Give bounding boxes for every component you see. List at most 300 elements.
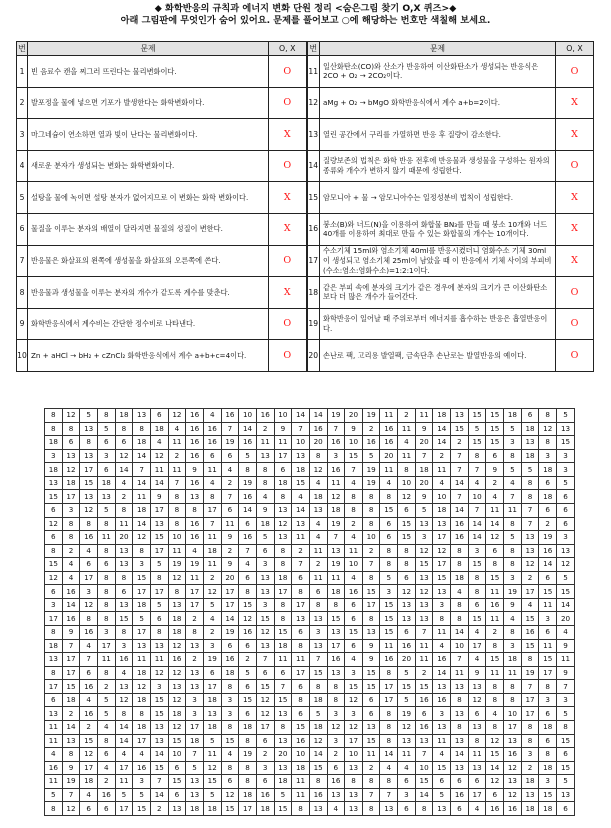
grid-cell[interactable]: 13 — [468, 720, 486, 734]
grid-cell[interactable]: 8 — [451, 720, 469, 734]
grid-cell[interactable]: 13 — [186, 490, 204, 504]
grid-cell[interactable]: 12 — [486, 734, 504, 748]
grid-cell[interactable]: 8 — [221, 720, 239, 734]
grid-cell[interactable]: 5 — [398, 666, 416, 680]
grid-cell[interactable]: 13 — [45, 653, 63, 667]
grid-cell[interactable]: 6 — [274, 463, 292, 477]
grid-cell[interactable]: 8 — [133, 707, 151, 721]
grid-cell[interactable]: 13 — [274, 734, 292, 748]
grid-cell[interactable]: 19 — [398, 707, 416, 721]
grid-cell[interactable]: 13 — [327, 788, 345, 802]
grid-cell[interactable]: 13 — [274, 531, 292, 545]
grid-cell[interactable]: 2 — [203, 571, 221, 585]
grid-cell[interactable]: 6 — [539, 571, 557, 585]
grid-cell[interactable]: 6 — [309, 585, 327, 599]
grid-cell[interactable]: 4 — [451, 585, 469, 599]
grid-cell[interactable]: 11 — [97, 531, 115, 545]
grid-cell[interactable]: 14 — [415, 788, 433, 802]
grid-cell[interactable]: 3 — [133, 775, 151, 789]
grid-cell[interactable]: 18 — [433, 409, 451, 423]
grid-cell[interactable]: 18 — [256, 517, 274, 531]
grid-cell[interactable]: 13 — [274, 707, 292, 721]
grid-cell[interactable]: 15 — [521, 612, 539, 626]
grid-cell[interactable]: 17 — [80, 463, 98, 477]
grid-cell[interactable]: 7 — [468, 463, 486, 477]
grid-cell[interactable]: 6 — [486, 544, 504, 558]
grid-cell[interactable]: 16 — [133, 761, 151, 775]
grid-cell[interactable]: 6 — [256, 734, 274, 748]
grid-cell[interactable]: 16 — [239, 626, 257, 640]
grid-cell[interactable]: 17 — [150, 585, 168, 599]
grid-cell[interactable]: 17 — [203, 503, 221, 517]
grid-cell[interactable]: 13 — [133, 639, 151, 653]
grid-cell[interactable]: 3 — [521, 748, 539, 762]
grid-cell[interactable]: 11 — [486, 612, 504, 626]
grid-cell[interactable]: 15 — [345, 680, 363, 694]
grid-cell[interactable]: 8 — [345, 775, 363, 789]
grid-cell[interactable]: 15 — [239, 693, 257, 707]
grid-cell[interactable]: 5 — [239, 666, 257, 680]
grid-cell[interactable]: 6 — [398, 802, 416, 816]
grid-cell[interactable]: 5 — [115, 788, 133, 802]
grid-cell[interactable]: 18 — [186, 734, 204, 748]
grid-cell[interactable]: 17 — [539, 666, 557, 680]
grid-cell[interactable]: 13 — [80, 449, 98, 463]
grid-cell[interactable]: 16 — [186, 436, 204, 450]
grid-cell[interactable]: 15 — [115, 612, 133, 626]
grid-cell[interactable]: 8 — [398, 463, 416, 477]
grid-cell[interactable]: 8 — [274, 612, 292, 626]
grid-cell[interactable]: 8 — [115, 571, 133, 585]
grid-cell[interactable]: 6 — [539, 626, 557, 640]
grid-cell[interactable]: 11 — [115, 775, 133, 789]
grid-cell[interactable]: 6 — [221, 503, 239, 517]
grid-cell[interactable]: 7 — [362, 788, 380, 802]
grid-cell[interactable]: 6 — [521, 409, 539, 423]
grid-cell[interactable]: 15 — [309, 666, 327, 680]
grid-cell[interactable]: 7 — [327, 531, 345, 545]
grid-cell[interactable]: 12 — [133, 531, 151, 545]
grid-cell[interactable]: 18 — [45, 463, 63, 477]
grid-cell[interactable]: 14 — [433, 666, 451, 680]
grid-cell[interactable]: 18 — [274, 775, 292, 789]
grid-cell[interactable]: 8 — [45, 422, 63, 436]
grid-cell[interactable]: 15 — [521, 639, 539, 653]
grid-cell[interactable]: 4 — [97, 720, 115, 734]
grid-cell[interactable]: 15 — [398, 680, 416, 694]
grid-cell[interactable]: 8 — [292, 802, 310, 816]
grid-cell[interactable]: 2 — [80, 720, 98, 734]
grid-cell[interactable]: 16 — [415, 693, 433, 707]
grid-cell[interactable]: 13 — [115, 598, 133, 612]
grid-cell[interactable]: 15 — [133, 571, 151, 585]
grid-cell[interactable]: 8 — [504, 449, 522, 463]
grid-cell[interactable]: 3 — [256, 598, 274, 612]
grid-cell[interactable]: 3 — [380, 585, 398, 599]
grid-cell[interactable]: 4 — [168, 422, 186, 436]
grid-cell[interactable]: 6 — [292, 571, 310, 585]
grid-cell[interactable]: 6 — [539, 734, 557, 748]
grid-cell[interactable]: 14 — [451, 748, 469, 762]
grid-cell[interactable]: 16 — [186, 449, 204, 463]
grid-cell[interactable]: 11 — [45, 734, 63, 748]
grid-cell[interactable]: 8 — [362, 802, 380, 816]
grid-cell[interactable]: 8 — [451, 612, 469, 626]
grid-cell[interactable]: 18 — [539, 490, 557, 504]
grid-cell[interactable]: 13 — [80, 490, 98, 504]
grid-cell[interactable]: 3 — [504, 436, 522, 450]
grid-cell[interactable]: 12 — [150, 666, 168, 680]
grid-cell[interactable]: 3 — [221, 707, 239, 721]
grid-cell[interactable]: 7 — [62, 788, 80, 802]
grid-cell[interactable]: 18 — [239, 720, 257, 734]
grid-cell[interactable]: 4 — [398, 436, 416, 450]
grid-cell[interactable]: 8 — [274, 598, 292, 612]
grid-cell[interactable]: 11 — [539, 598, 557, 612]
grid-cell[interactable]: 8 — [521, 720, 539, 734]
grid-cell[interactable]: 17 — [186, 585, 204, 599]
grid-cell[interactable]: 4 — [203, 409, 221, 423]
grid-cell[interactable]: 16 — [380, 436, 398, 450]
grid-cell[interactable]: 3 — [203, 639, 221, 653]
grid-cell[interactable]: 8 — [486, 680, 504, 694]
grid-cell[interactable]: 17 — [521, 693, 539, 707]
grid-cell[interactable]: 8 — [539, 436, 557, 450]
grid-cell[interactable]: 14 — [309, 748, 327, 762]
grid-cell[interactable]: 12 — [256, 693, 274, 707]
grid-cell[interactable]: 2 — [539, 517, 557, 531]
grid-cell[interactable]: 4 — [486, 490, 504, 504]
grid-cell[interactable]: 4 — [345, 653, 363, 667]
grid-cell[interactable]: 8 — [186, 503, 204, 517]
grid-cell[interactable]: 13 — [451, 761, 469, 775]
grid-cell[interactable]: 13 — [115, 544, 133, 558]
grid-cell[interactable]: 4 — [80, 639, 98, 653]
grid-cell[interactable]: 16 — [239, 436, 257, 450]
grid-cell[interactable]: 8 — [150, 571, 168, 585]
grid-cell[interactable]: 4 — [380, 476, 398, 490]
grid-cell[interactable]: 18 — [292, 463, 310, 477]
grid-cell[interactable]: 12 — [345, 693, 363, 707]
grid-cell[interactable]: 19 — [327, 558, 345, 572]
grid-cell[interactable]: 15 — [468, 612, 486, 626]
grid-cell[interactable]: 13 — [45, 476, 63, 490]
grid-cell[interactable]: 13 — [186, 680, 204, 694]
grid-cell[interactable]: 13 — [451, 680, 469, 694]
grid-cell[interactable]: 5 — [274, 788, 292, 802]
grid-cell[interactable]: 17 — [115, 802, 133, 816]
grid-cell[interactable]: 7 — [521, 680, 539, 694]
grid-cell[interactable]: 17 — [239, 802, 257, 816]
grid-cell[interactable]: 8 — [45, 409, 63, 423]
grid-cell[interactable]: 8 — [221, 680, 239, 694]
grid-cell[interactable]: 11 — [504, 666, 522, 680]
grid-cell[interactable]: 2 — [362, 761, 380, 775]
grid-cell[interactable]: 8 — [504, 544, 522, 558]
grid-cell[interactable]: 18 — [539, 761, 557, 775]
grid-cell[interactable]: 8 — [62, 531, 80, 545]
grid-cell[interactable]: 9 — [186, 463, 204, 477]
grid-cell[interactable]: 3 — [45, 449, 63, 463]
grid-cell[interactable]: 19 — [239, 748, 257, 762]
grid-cell[interactable]: 14 — [239, 422, 257, 436]
grid-cell[interactable]: 7 — [557, 680, 575, 694]
grid-cell[interactable]: 11 — [221, 517, 239, 531]
grid-cell[interactable]: 8 — [133, 422, 151, 436]
grid-cell[interactable]: 8 — [380, 490, 398, 504]
grid-cell[interactable]: 2 — [186, 653, 204, 667]
grid-cell[interactable]: 11 — [203, 463, 221, 477]
grid-cell[interactable]: 18 — [150, 422, 168, 436]
grid-cell[interactable]: 11 — [97, 653, 115, 667]
grid-cell[interactable]: 13 — [521, 531, 539, 545]
grid-cell[interactable]: 6 — [45, 585, 63, 599]
grid-cell[interactable]: 6 — [97, 802, 115, 816]
grid-cell[interactable]: 15 — [486, 571, 504, 585]
grid-cell[interactable]: 4 — [203, 612, 221, 626]
grid-cell[interactable]: 13 — [345, 788, 363, 802]
grid-cell[interactable]: 2 — [451, 436, 469, 450]
grid-cell[interactable]: 12 — [45, 571, 63, 585]
grid-cell[interactable]: 8 — [97, 598, 115, 612]
grid-cell[interactable]: 13 — [433, 680, 451, 694]
grid-cell[interactable]: 13 — [433, 517, 451, 531]
grid-cell[interactable]: 8 — [203, 490, 221, 504]
grid-cell[interactable]: 4 — [221, 748, 239, 762]
grid-cell[interactable]: 8 — [521, 490, 539, 504]
grid-cell[interactable]: 16 — [486, 802, 504, 816]
grid-cell[interactable]: 7 — [521, 503, 539, 517]
grid-cell[interactable]: 6 — [557, 802, 575, 816]
grid-cell[interactable]: 2 — [221, 544, 239, 558]
grid-cell[interactable]: 3 — [415, 531, 433, 545]
grid-cell[interactable]: 16 — [203, 422, 221, 436]
grid-cell[interactable]: 7 — [168, 476, 186, 490]
grid-cell[interactable]: 8 — [309, 775, 327, 789]
grid-cell[interactable]: 10 — [239, 409, 257, 423]
grid-cell[interactable]: 8 — [557, 720, 575, 734]
grid-cell[interactable]: 13 — [256, 449, 274, 463]
grid-cell[interactable]: 18 — [62, 693, 80, 707]
grid-cell[interactable]: 10 — [415, 761, 433, 775]
grid-cell[interactable]: 6 — [539, 503, 557, 517]
grid-cell[interactable]: 2 — [221, 476, 239, 490]
grid-cell[interactable]: 15 — [539, 653, 557, 667]
grid-cell[interactable]: 18 — [133, 666, 151, 680]
grid-cell[interactable]: 13 — [309, 639, 327, 653]
grid-cell[interactable]: 4 — [221, 463, 239, 477]
grid-cell[interactable]: 6 — [345, 598, 363, 612]
grid-cell[interactable]: 7 — [451, 653, 469, 667]
grid-cell[interactable]: 18 — [327, 585, 345, 599]
grid-cell[interactable]: 13 — [557, 544, 575, 558]
grid-cell[interactable]: 13 — [62, 449, 80, 463]
grid-cell[interactable]: 6 — [380, 517, 398, 531]
grid-cell[interactable]: 10 — [504, 707, 522, 721]
grid-cell[interactable]: 5 — [80, 409, 98, 423]
grid-cell[interactable]: 16 — [239, 490, 257, 504]
grid-cell[interactable]: 11 — [292, 788, 310, 802]
grid-cell[interactable]: 8 — [274, 720, 292, 734]
grid-cell[interactable]: 15 — [468, 558, 486, 572]
grid-cell[interactable]: 5 — [504, 463, 522, 477]
grid-cell[interactable]: 9 — [345, 422, 363, 436]
grid-cell[interactable]: 6 — [398, 775, 416, 789]
grid-cell[interactable]: 4 — [292, 490, 310, 504]
grid-cell[interactable]: 13 — [398, 612, 416, 626]
grid-cell[interactable]: 14 — [150, 788, 168, 802]
grid-cell[interactable]: 11 — [274, 653, 292, 667]
grid-cell[interactable]: 17 — [80, 761, 98, 775]
grid-cell[interactable]: 8 — [539, 409, 557, 423]
grid-cell[interactable]: 14 — [221, 612, 239, 626]
grid-cell[interactable]: 4 — [150, 436, 168, 450]
grid-cell[interactable]: 15 — [451, 422, 469, 436]
grid-cell[interactable]: 3 — [433, 598, 451, 612]
grid-cell[interactable]: 17 — [45, 612, 63, 626]
grid-cell[interactable]: 20 — [345, 409, 363, 423]
grid-cell[interactable]: 11 — [133, 653, 151, 667]
grid-cell[interactable]: 19 — [221, 626, 239, 640]
grid-cell[interactable]: 6 — [221, 639, 239, 653]
grid-cell[interactable]: 3 — [345, 707, 363, 721]
grid-cell[interactable]: 4 — [433, 639, 451, 653]
grid-cell[interactable]: 6 — [557, 503, 575, 517]
grid-cell[interactable]: 18 — [168, 707, 186, 721]
grid-cell[interactable]: 17 — [256, 720, 274, 734]
grid-cell[interactable]: 18 — [274, 639, 292, 653]
grid-cell[interactable]: 8 — [274, 544, 292, 558]
grid-cell[interactable]: 6 — [451, 802, 469, 816]
grid-cell[interactable]: 5 — [380, 571, 398, 585]
grid-cell[interactable]: 4 — [62, 558, 80, 572]
grid-cell[interactable]: 13 — [327, 544, 345, 558]
grid-cell[interactable]: 4 — [133, 748, 151, 762]
grid-cell[interactable]: 11 — [150, 463, 168, 477]
grid-cell[interactable]: 9 — [468, 666, 486, 680]
grid-cell[interactable]: 6 — [168, 761, 186, 775]
grid-cell[interactable]: 2 — [292, 544, 310, 558]
grid-cell[interactable]: 7 — [309, 653, 327, 667]
grid-cell[interactable]: 15 — [292, 720, 310, 734]
grid-cell[interactable]: 4 — [521, 598, 539, 612]
grid-cell[interactable]: 6 — [97, 463, 115, 477]
grid-cell[interactable]: 14 — [468, 517, 486, 531]
grid-cell[interactable]: 13 — [362, 720, 380, 734]
grid-cell[interactable]: 12 — [398, 720, 416, 734]
grid-cell[interactable]: 12 — [203, 585, 221, 599]
grid-cell[interactable]: 12 — [468, 693, 486, 707]
grid-cell[interactable]: 6 — [115, 585, 133, 599]
grid-cell[interactable]: 11 — [345, 544, 363, 558]
grid-cell[interactable]: 16 — [327, 775, 345, 789]
grid-cell[interactable]: 13 — [362, 626, 380, 640]
grid-cell[interactable]: 9 — [62, 626, 80, 640]
grid-cell[interactable]: 17 — [62, 490, 80, 504]
grid-cell[interactable]: 18 — [133, 503, 151, 517]
grid-cell[interactable]: 11 — [451, 666, 469, 680]
grid-cell[interactable]: 14 — [486, 761, 504, 775]
grid-cell[interactable]: 11 — [398, 748, 416, 762]
grid-cell[interactable]: 4 — [504, 612, 522, 626]
grid-cell[interactable]: 7 — [451, 490, 469, 504]
grid-cell[interactable]: 3 — [539, 693, 557, 707]
grid-cell[interactable]: 3 — [398, 788, 416, 802]
grid-cell[interactable]: 4 — [468, 802, 486, 816]
grid-cell[interactable]: 13 — [327, 666, 345, 680]
grid-cell[interactable]: 5 — [557, 571, 575, 585]
grid-cell[interactable]: 11 — [203, 558, 221, 572]
grid-cell[interactable]: 15 — [345, 626, 363, 640]
grid-cell[interactable]: 8 — [239, 585, 257, 599]
grid-cell[interactable]: 16 — [256, 788, 274, 802]
grid-cell[interactable]: 8 — [362, 612, 380, 626]
grid-cell[interactable]: 16 — [203, 436, 221, 450]
grid-cell[interactable]: 10 — [468, 490, 486, 504]
grid-cell[interactable]: 17 — [433, 558, 451, 572]
grid-cell[interactable]: 3 — [539, 449, 557, 463]
grid-cell[interactable]: 18 — [309, 720, 327, 734]
grid-cell[interactable]: 4 — [345, 531, 363, 545]
grid-cell[interactable]: 11 — [557, 653, 575, 667]
grid-cell[interactable]: 6 — [433, 775, 451, 789]
grid-cell[interactable]: 18 — [415, 463, 433, 477]
grid-cell[interactable]: 18 — [433, 503, 451, 517]
grid-cell[interactable]: 8 — [486, 720, 504, 734]
grid-cell[interactable]: 4 — [345, 571, 363, 585]
grid-cell[interactable]: 8 — [521, 653, 539, 667]
grid-cell[interactable]: 14 — [486, 517, 504, 531]
grid-cell[interactable]: 6 — [150, 612, 168, 626]
grid-cell[interactable]: 16 — [309, 788, 327, 802]
grid-cell[interactable]: 6 — [486, 449, 504, 463]
grid-cell[interactable]: 18 — [203, 720, 221, 734]
grid-cell[interactable]: 7 — [221, 422, 239, 436]
grid-cell[interactable]: 14 — [292, 503, 310, 517]
grid-cell[interactable]: 6 — [362, 707, 380, 721]
grid-cell[interactable]: 8 — [398, 558, 416, 572]
grid-cell[interactable]: 3 — [539, 612, 557, 626]
grid-cell[interactable]: 12 — [398, 490, 416, 504]
grid-cell[interactable]: 6 — [239, 639, 257, 653]
grid-cell[interactable]: 6 — [398, 571, 416, 585]
grid-cell[interactable]: 2 — [115, 490, 133, 504]
grid-cell[interactable]: 18 — [239, 788, 257, 802]
grid-cell[interactable]: 6 — [557, 748, 575, 762]
grid-cell[interactable]: 12 — [415, 544, 433, 558]
grid-cell[interactable]: 12 — [115, 693, 133, 707]
grid-cell[interactable]: 18 — [327, 503, 345, 517]
grid-cell[interactable]: 2 — [433, 449, 451, 463]
grid-cell[interactable]: 5 — [203, 788, 221, 802]
grid-cell[interactable]: 5 — [203, 598, 221, 612]
grid-cell[interactable]: 4 — [309, 531, 327, 545]
grid-cell[interactable]: 13 — [115, 680, 133, 694]
grid-cell[interactable]: 4 — [433, 748, 451, 762]
grid-cell[interactable]: 12 — [539, 422, 557, 436]
grid-cell[interactable]: 11 — [539, 639, 557, 653]
grid-cell[interactable]: 5 — [309, 707, 327, 721]
grid-cell[interactable]: 5 — [504, 422, 522, 436]
grid-cell[interactable]: 15 — [539, 788, 557, 802]
grid-cell[interactable]: 18 — [309, 490, 327, 504]
grid-cell[interactable]: 2 — [521, 761, 539, 775]
grid-cell[interactable]: 8 — [451, 558, 469, 572]
grid-cell[interactable]: 3 — [557, 693, 575, 707]
grid-cell[interactable]: 20 — [415, 436, 433, 450]
grid-cell[interactable]: 19 — [168, 558, 186, 572]
grid-cell[interactable]: 13 — [168, 680, 186, 694]
